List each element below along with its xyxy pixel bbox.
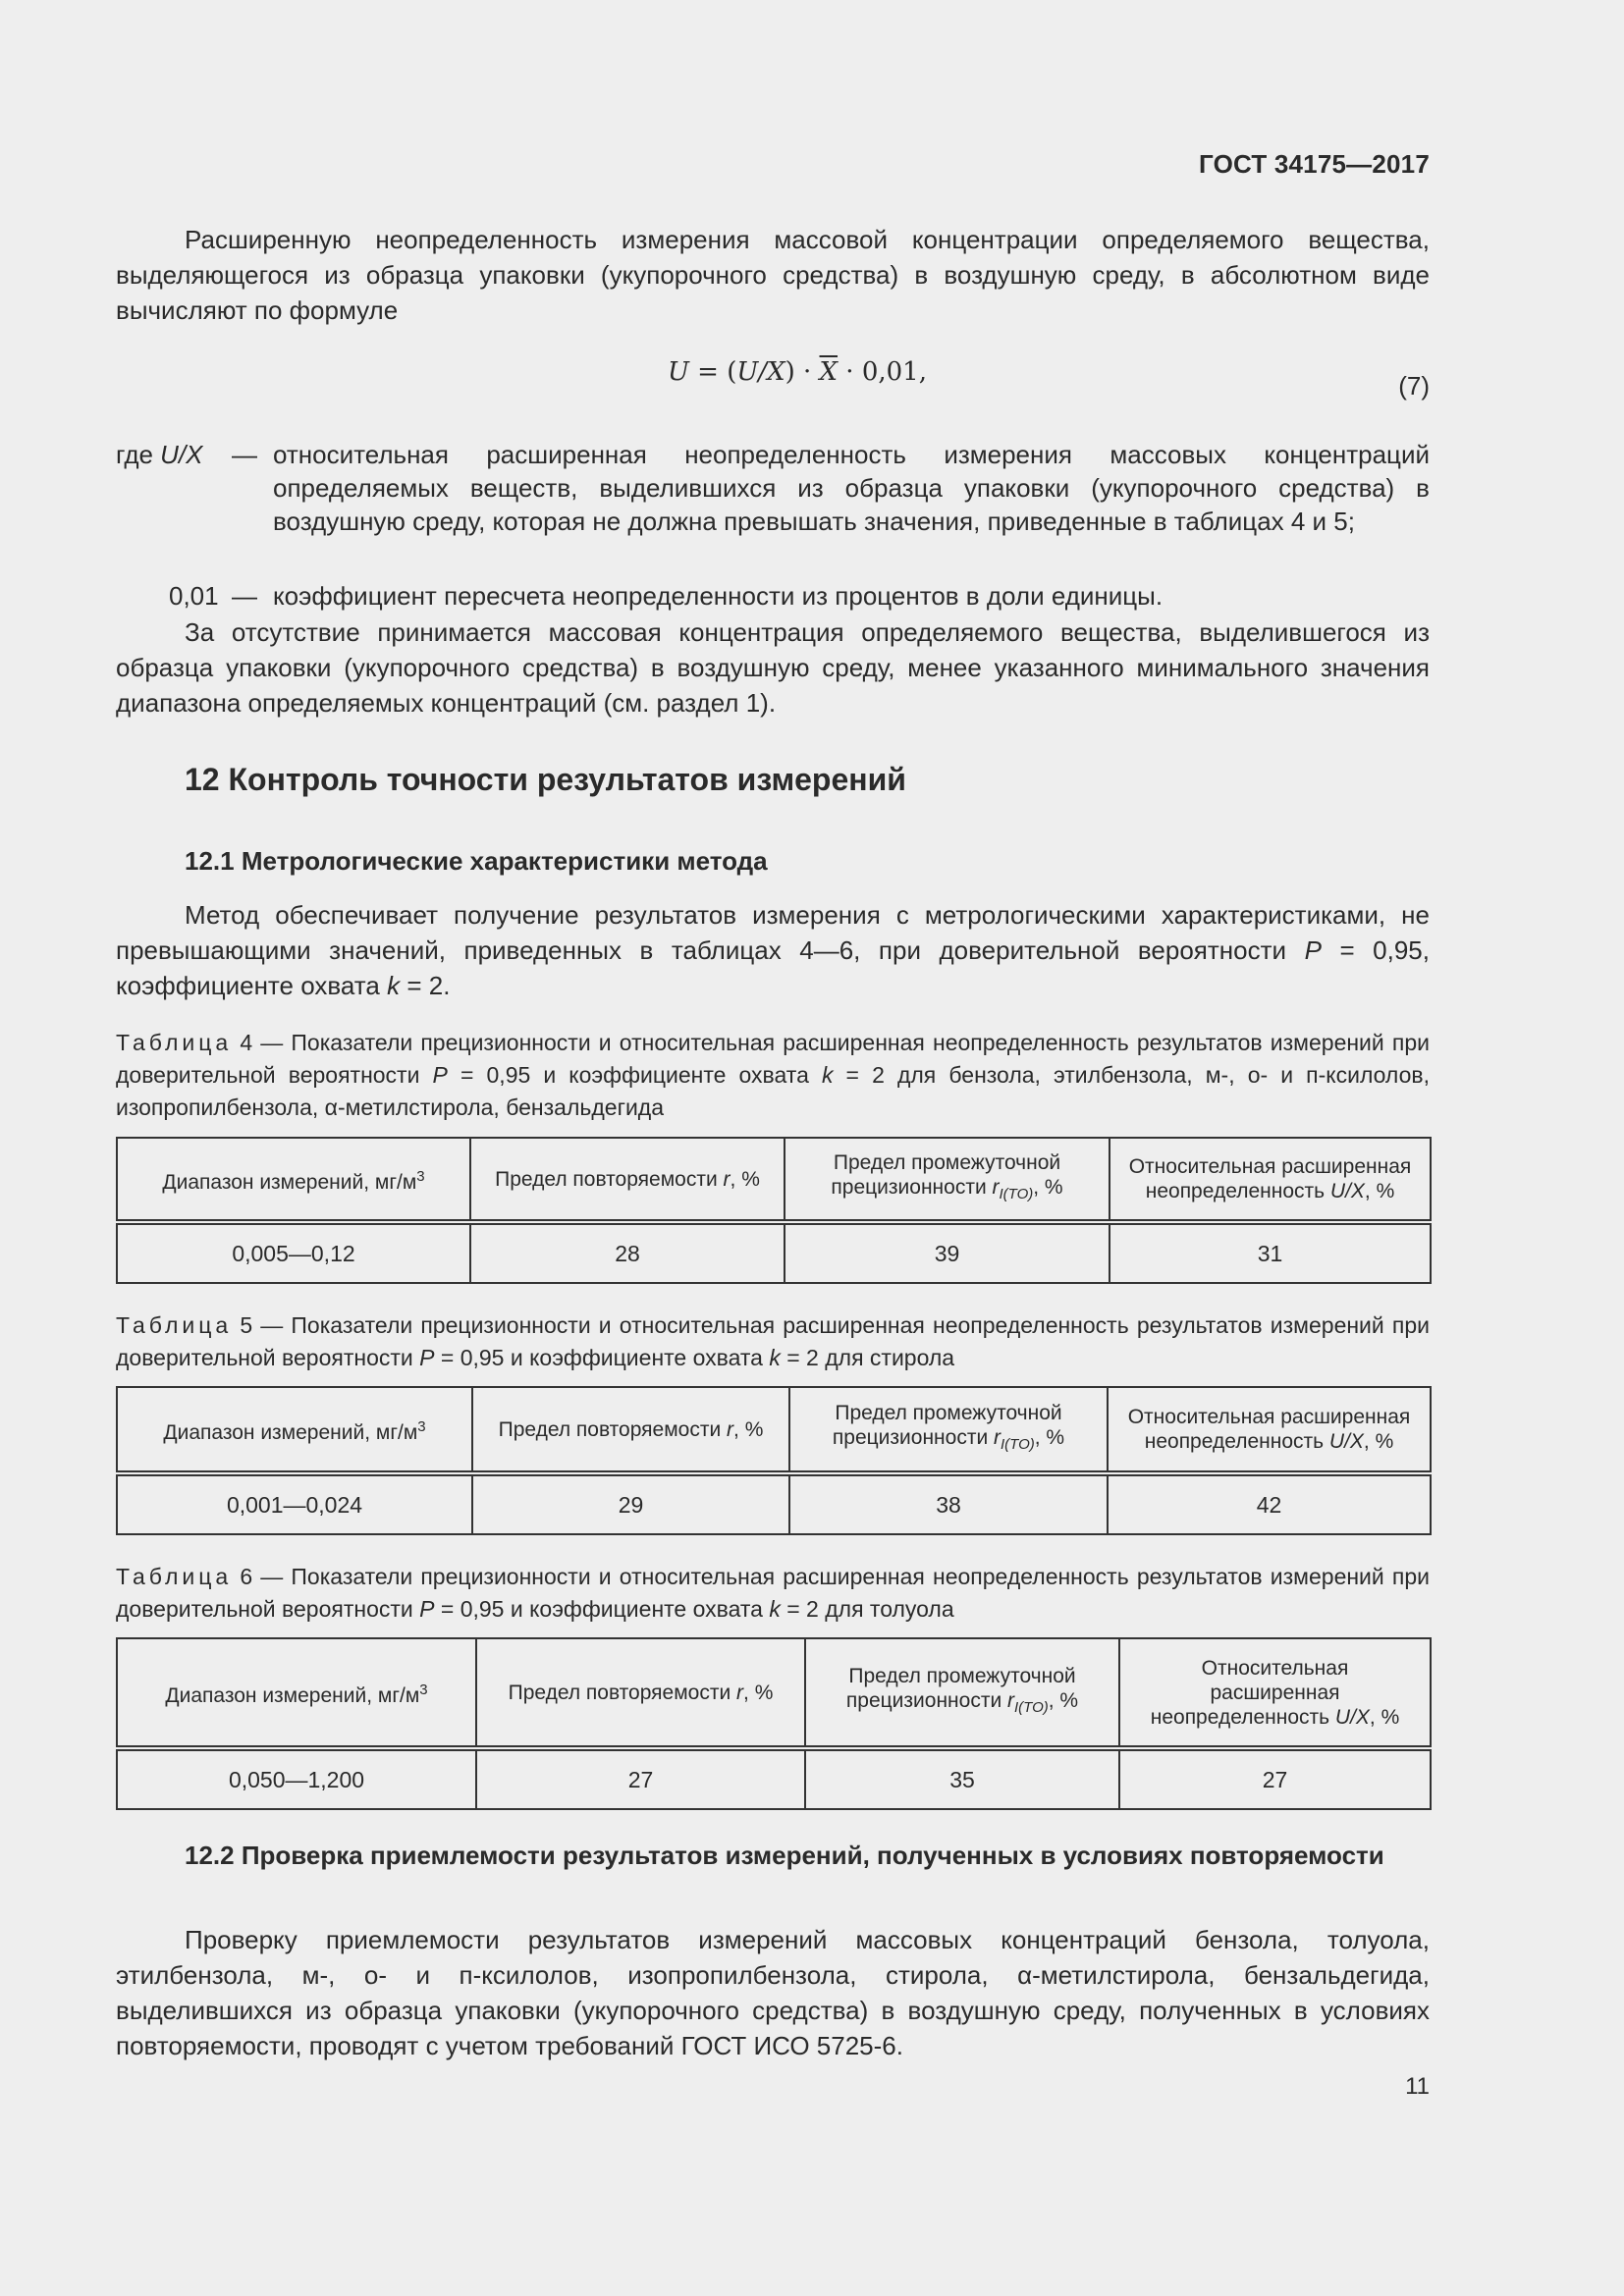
text-run: 4 — Показатели прецизионности и относительная расширенная неопределенность результатов измерений при доверительной вероятности: [116, 1030, 1430, 1088]
table-row: [117, 1473, 1431, 1534]
table-header-row: [117, 1638, 1431, 1748]
formula-mid: ) ·: [785, 357, 820, 387]
text-run: Предел промежуточной прецизионности: [845, 1665, 1076, 1713]
header-intermediate-precision: [785, 1138, 1110, 1222]
symbol-k: k: [821, 1062, 834, 1088]
table-cell: 0,050—1,200: [117, 1748, 476, 1809]
table-6: [116, 1637, 1432, 1810]
text-run: , %: [1364, 1180, 1395, 1202]
table-cell: 39: [785, 1222, 1110, 1283]
text-run: Предел промежуточной прецизионности: [831, 1151, 1061, 1200]
formula-tail: · 0,01,: [838, 357, 927, 387]
definition-text-ux: относительная расширенная неопределенность измерения массовых концентраций определяемых веществ, выделившихся из образца упаковки (укупорочного средства) в воздушную среду, которая не должна превышать значения, приведенные в таблицах 4 и 5;: [273, 440, 1430, 536]
text-run: , %: [743, 1681, 774, 1704]
equation-number: (7): [1398, 371, 1430, 400]
header-range: [117, 1387, 472, 1473]
table-header-row: [117, 1138, 1431, 1222]
table-cell: 28: [470, 1222, 785, 1283]
text-run: Диапазон измерений, мг/м: [163, 1420, 418, 1444]
definition-dash: —: [232, 440, 257, 469]
superscript: 3: [417, 1417, 426, 1435]
symbol-r: r: [994, 1426, 1001, 1450]
text-run: Диапазон измерений, мг/м: [162, 1170, 417, 1194]
text-run: , %: [1048, 1689, 1079, 1713]
text-run: = 0,95 и коэффициенте охвата: [447, 1062, 822, 1088]
definition-prefix: где: [116, 440, 161, 469]
table-cell: 0,005—0,12: [117, 1222, 470, 1283]
text-run: = 2.: [400, 971, 451, 1000]
symbol-k: k: [769, 1345, 781, 1370]
symbol-p: P: [419, 1596, 435, 1622]
table-label: Таблица: [116, 1312, 233, 1338]
formula-eq: = (: [688, 357, 737, 387]
text-run: , %: [1034, 1426, 1065, 1450]
text-run: , %: [733, 1417, 764, 1441]
symbol-r: r: [727, 1417, 734, 1441]
table-cell: 27: [476, 1748, 805, 1809]
text-run: = 0,95 и коэффициенте охвата: [434, 1345, 770, 1370]
text-run: Относительная расширенная неопределенность: [1127, 1406, 1411, 1453]
text-run: = 2 для бензола, этилбензола, м-, о- и п-ксилолов, изопропилбензола, α-метилстирола, бензальдегида: [116, 1062, 1431, 1120]
section-12-2-paragraph: Проверку приемлемости результатов измерений массовых концентраций бензола, толуола, этилбензола, м-, о- и п-ксилолов, изопропилбензола, стирола, α-метилстирола, бензальдегида, выделившихся из образца упаковки (укупорочного средства) в воздушную среду, полученных в условиях повторяемости, проводят с учетом требований ГОСТ ИСО 5725-6.: [116, 1925, 1430, 2060]
symbol-ux: U/X: [1334, 1705, 1370, 1729]
formula-ratio: U/X: [736, 357, 785, 387]
formula-xbar: $\overline{X}$: [819, 357, 839, 387]
text-run: Предел промежуточной прецизионности: [832, 1402, 1062, 1450]
table-6-caption: [116, 1561, 1430, 1626]
symbol-r: r: [736, 1681, 744, 1704]
table-cell: 0,001—0,024: [117, 1473, 472, 1534]
symbol-k: k: [769, 1596, 781, 1622]
page-number: 11: [1405, 2073, 1430, 2100]
text-run: Предел повторяемости: [498, 1417, 728, 1441]
formula-lhs: U: [668, 357, 689, 387]
header-intermediate-precision: [805, 1638, 1119, 1748]
section-12-1-paragraph: [116, 897, 1430, 1003]
text-run: = 0,95 и коэффициенте охвата: [434, 1596, 770, 1622]
table-row: [117, 1222, 1431, 1283]
table-cell: 35: [805, 1748, 1119, 1809]
section-12-2-title: 12.2 Проверка приемлемости результатов измерений, полученных в условиях повторяемости: [185, 1841, 1384, 1870]
table-cell: 42: [1108, 1473, 1431, 1534]
superscript: 3: [419, 1681, 428, 1698]
definition-dash: —: [232, 581, 257, 611]
section-12-title: 12 Контроль точности результатов измерений: [185, 762, 906, 797]
section-12-1-title: 12.1 Метрологические характеристики метода: [185, 846, 768, 876]
text-run: , %: [730, 1167, 760, 1191]
superscript: 3: [416, 1167, 425, 1185]
table-5: [116, 1386, 1432, 1535]
subscript: I(TO): [1001, 1436, 1035, 1454]
table-5-caption: [116, 1309, 1430, 1374]
symbol-p: P: [1304, 935, 1322, 965]
text-run: = 0,95, коэффициенте охвата: [116, 935, 1430, 1000]
header-range: [117, 1638, 476, 1748]
header-expanded-uncertainty: [1108, 1387, 1431, 1473]
table-label: Таблица: [116, 1564, 233, 1589]
symbol-r: r: [992, 1176, 1000, 1200]
table-header-row: [117, 1387, 1431, 1473]
definition-term-001: 0,01: [169, 581, 219, 611]
definition-symbol: U/X: [160, 440, 203, 469]
table-cell: 27: [1119, 1748, 1431, 1809]
text-run: Метод обеспечивает получение результатов измерения с метрологическими характеристиками, не превышающими значений, приведенных в таблицах 4—6, при доверительной вероятности: [116, 900, 1430, 965]
symbol-p: P: [432, 1062, 448, 1088]
header-expanded-uncertainty: [1110, 1138, 1431, 1222]
symbol-p: P: [419, 1345, 435, 1370]
text-run: Относительная расширенная неопределенность: [1150, 1656, 1349, 1729]
symbol-ux: U/X: [1328, 1430, 1364, 1453]
subscript: I(TO): [1014, 1699, 1049, 1717]
text-run: Предел повторяемости: [495, 1167, 724, 1191]
header-range: [117, 1138, 470, 1222]
table-label: Таблица: [116, 1030, 233, 1055]
symbol-r: r: [723, 1167, 731, 1191]
table-4-caption: [116, 1027, 1430, 1124]
text-run: , %: [1363, 1430, 1394, 1453]
header-repeatability: [472, 1387, 789, 1473]
intro-paragraph: Расширенную неопределенность измерения массовой концентрации определяемого вещества, выделяющегося из образца упаковки (укупорочного средства) в воздушную среду, в абсолютном виде вычисляют по формуле: [116, 225, 1430, 325]
standard-header: ГОСТ 34175—2017: [1199, 149, 1430, 179]
header-repeatability: [470, 1138, 785, 1222]
text-run: Предел повторяемости: [508, 1681, 737, 1704]
text-run: 5 — Показатели прецизионности и относительная расширенная неопределенность результатов измерений при доверительной вероятности: [116, 1312, 1430, 1370]
header-expanded-uncertainty: [1119, 1638, 1431, 1748]
text-run: , %: [1033, 1176, 1063, 1200]
table-cell: 29: [472, 1473, 789, 1534]
symbol-r: r: [1007, 1689, 1015, 1713]
table-cell: 38: [789, 1473, 1108, 1534]
text-run: 6 — Показатели прецизионности и относительная расширенная неопределенность результатов измерений при доверительной вероятности: [116, 1564, 1430, 1622]
text-run: Диапазон измерений, мг/м: [165, 1683, 420, 1707]
table-row: [117, 1748, 1431, 1809]
symbol-ux: U/X: [1329, 1180, 1365, 1202]
header-repeatability: [476, 1638, 805, 1748]
formula-7: [668, 357, 927, 387]
text-run: = 2 для стирола: [780, 1345, 955, 1370]
symbol-k: k: [387, 971, 401, 1000]
table-4: [116, 1137, 1432, 1284]
text-run: = 2 для толуола: [780, 1596, 954, 1622]
definition-text-001: коэффициент пересчета неопределенности из процентов в доли единицы.: [273, 581, 1164, 611]
table-cell: 31: [1110, 1222, 1431, 1283]
text-run: Относительная расширенная неопределенность: [1128, 1155, 1412, 1202]
absence-paragraph: За отсутствие принимается массовая концентрация определяемого вещества, выделившегося из образца упаковки (укупорочного средства) в воздушную среду, менее указанного минимального значения диапазона определяемых концентраций (см. раздел 1).: [116, 617, 1430, 718]
text-run: , %: [1369, 1705, 1400, 1729]
subscript: I(TO): [999, 1186, 1034, 1203]
definition-term-ux: [116, 438, 203, 471]
header-intermediate-precision: [789, 1387, 1108, 1473]
